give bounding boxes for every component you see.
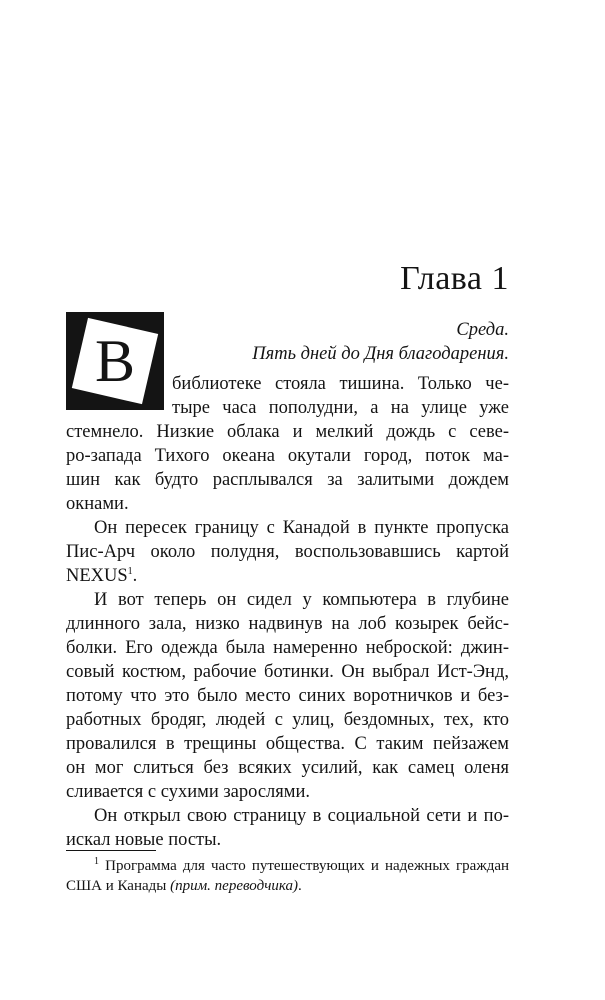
- text-line: длинного зала, низко надвинув на лоб козырек бейс-: [66, 614, 509, 634]
- footnote-ref: 1: [127, 565, 133, 577]
- text-line: работных бродяг, людей с улиц, бездомных, тех, кто: [66, 710, 509, 730]
- footnote-text: США и Канады: [66, 878, 171, 894]
- footnote-end: .: [298, 878, 302, 894]
- footnote-line: [94, 856, 509, 876]
- text-line: [66, 564, 509, 588]
- text-line: библиотеке стояла тишина. Только че-: [172, 374, 509, 394]
- epigraph-line-day: Среда.: [456, 320, 509, 340]
- text-line: Он открыл свою страницу в социальной сети и по-: [94, 806, 509, 826]
- translator-note: (прим. переводчика): [170, 878, 298, 894]
- epigraph-line-countdown: Пять дней до Дня благодарения.: [252, 344, 509, 364]
- footnote-ref-period: .: [132, 566, 138, 586]
- text-line: тыре часа пополудни, а на улице уже: [172, 398, 509, 418]
- drop-cap-letter: В: [94, 328, 136, 394]
- footnote-divider: [66, 850, 156, 851]
- text-line: шин как будто расплывался за залитыми дождем: [66, 470, 509, 490]
- drop-cap: [66, 312, 164, 410]
- footnote-line: [66, 876, 509, 896]
- text-line: стемнело. Низкие облака и мелкий дождь с севе-: [66, 422, 509, 442]
- text-line: совый костюм, рабочие ботинки. Он выбрал Ист-Энд,: [66, 662, 509, 682]
- text-line: окнами.: [66, 494, 129, 514]
- text-line: искал новые посты.: [66, 830, 222, 850]
- nexus-word: NEXUS: [66, 566, 128, 586]
- text-line: Он пересек границу с Канадой в пункте пропуска: [94, 518, 509, 538]
- text-line: И вот теперь он сидел у компьютера в глубине: [94, 590, 509, 610]
- text-line: провалился в трещины общества. С таким пейзажем: [66, 734, 509, 754]
- text-line: Пис-Арч около полудня, воспользовавшись картой: [66, 542, 509, 562]
- epigraph: [252, 318, 509, 366]
- text-line: он мог слиться без всяких усилий, как самец оленя: [66, 758, 509, 778]
- text-line: потому что это было место синих воротничков и без-: [66, 686, 509, 706]
- footnote-text: Программа для часто путешествующих и надежных граждан: [105, 858, 510, 874]
- text-line: ро-запада Тихого океана окутали город, поток ма-: [66, 446, 509, 466]
- text-line: болки. Его одежда была намеренно неброской: джин-: [66, 638, 509, 658]
- chapter-title: Глава 1: [400, 260, 509, 297]
- footnote-marker: 1: [94, 856, 99, 867]
- text-line: сливается с сухими зарослями.: [66, 782, 311, 802]
